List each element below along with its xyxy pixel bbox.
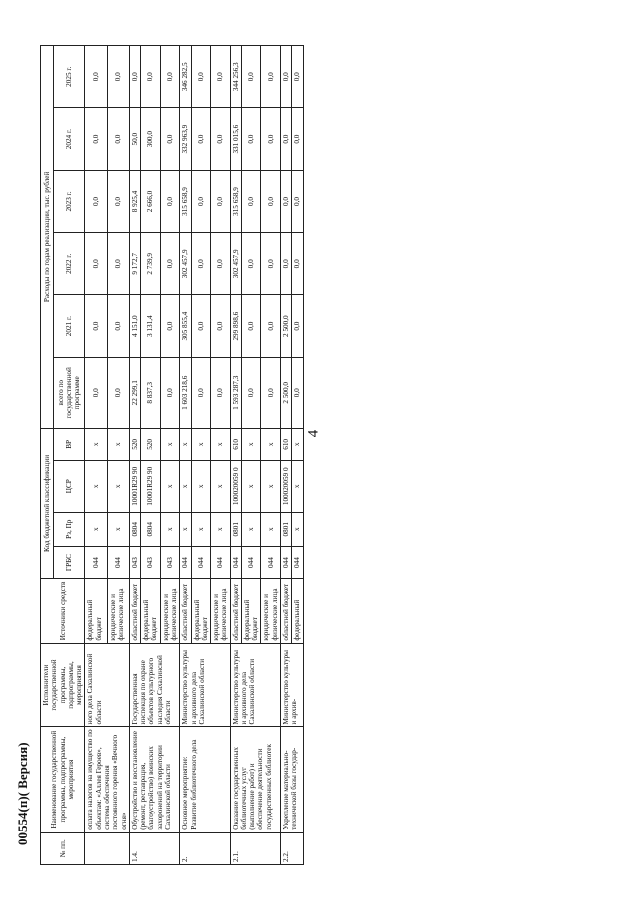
cell-2022: 0,0 — [261, 233, 281, 295]
header-year-2025: 2025 г. — [53, 46, 85, 109]
cell-2021: 0,0 — [107, 295, 129, 357]
cell-2025: 0,0 — [261, 46, 281, 109]
cell-rzpr: 0801 — [281, 512, 292, 546]
cell-2022: 302 457,9 — [180, 233, 191, 295]
cell-source: юридические и физические лица — [107, 579, 129, 643]
cell-rzpr: x — [241, 512, 261, 546]
table-row — [129, 46, 140, 865]
cell-source: областной бюджет — [129, 579, 140, 643]
cell-rzpr: x — [211, 512, 231, 546]
cell-csr: x — [107, 460, 129, 512]
cell-2021: 0,0 — [211, 295, 231, 357]
cell-grbs: 044 — [191, 546, 211, 578]
cell-vr: x — [211, 428, 231, 460]
cell-grbs: 043 — [160, 546, 180, 578]
cell-2021: 0,0 — [241, 295, 261, 357]
cell-2025: 0,0 — [281, 46, 292, 109]
header-vr: ВР — [53, 428, 85, 460]
cell-2024: 0,0 — [160, 108, 180, 170]
cell-csr: 100020059 0 — [230, 460, 241, 512]
cell-total: 1 603 218,6 — [180, 357, 191, 428]
header-num: № пп. — [41, 832, 85, 864]
cell-source: федеральный бюджет — [85, 579, 107, 643]
cell-2023: 0,0 — [211, 170, 231, 232]
cell-num: 2. — [180, 832, 230, 864]
document-version-footer: 00554(п)( Версия) — [15, 742, 30, 845]
cell-grbs: 044 — [180, 546, 191, 578]
header-year-2024: 2024 г. — [53, 108, 85, 170]
cell-grbs: 044 — [85, 546, 107, 578]
cell-rzpr: x — [180, 512, 191, 546]
cell-csr: 10001R29 90 — [141, 460, 161, 512]
cell-vr: x — [261, 428, 281, 460]
cell-csr: 100020059 0 — [281, 460, 292, 512]
header-csr: ЦСР — [53, 460, 85, 512]
cell-2022: 2 739,9 — [141, 233, 161, 295]
header-year-2021: 2021 г. — [53, 295, 85, 357]
cell-2025: 0,0 — [241, 46, 261, 109]
table-row — [85, 46, 107, 865]
cell-vr: x — [191, 428, 211, 460]
cell-rzpr: x — [85, 512, 107, 546]
cell-source: федеральный бюджет — [241, 579, 261, 643]
cell-2022: 0,0 — [85, 233, 107, 295]
cell-vr: x — [85, 428, 107, 460]
cell-2024: 0,0 — [292, 108, 303, 170]
cell-2022: 302 457,9 — [230, 233, 241, 295]
cell-2022: 0,0 — [281, 233, 292, 295]
cell-executor: Министерство культуры и архивного дела Сахалинской области — [180, 643, 230, 727]
cell-2025: 0,0 — [85, 46, 107, 109]
header-total: всего по государственной программе — [53, 357, 85, 428]
cell-rzpr: x — [107, 512, 129, 546]
cell-vr: 610 — [230, 428, 241, 460]
cell-vr: x — [292, 428, 303, 460]
cell-csr: x — [85, 460, 107, 512]
cell-2023: 315 658,9 — [230, 170, 241, 232]
cell-csr: x — [160, 460, 180, 512]
cell-source: юридические и физические лица — [160, 579, 180, 643]
cell-2022: 9 172,7 — [129, 233, 140, 295]
cell-executor: Государственная инспекция по охране объектов культурного наследия Сахалинской области — [129, 643, 179, 727]
cell-2021: 0,0 — [292, 295, 303, 357]
cell-total: 2 500,0 — [281, 357, 292, 428]
cell-2021: 0,0 — [160, 295, 180, 357]
cell-name: Основное мероприятие: Развитие библиотечного дела — [180, 727, 230, 832]
cell-vr: 520 — [141, 428, 161, 460]
cell-2021: 0,0 — [261, 295, 281, 357]
cell-total: 8 837,3 — [141, 357, 161, 428]
cell-name: Оказание государственных библиотечных услуг (выполнение работ) и обеспечение деятельности государственных библиотек — [230, 727, 280, 832]
cell-name: Обустройство и восстановление (ремонт, реставрация, благоустройство) воинских захоронений на территории Сахалинской области — [129, 727, 179, 832]
cell-2023: 0,0 — [191, 170, 211, 232]
cell-2025: 0,0 — [107, 46, 129, 109]
cell-total: 0,0 — [211, 357, 231, 428]
cell-grbs: 044 — [241, 546, 261, 578]
cell-source: юридические и физические лица — [261, 579, 281, 643]
cell-total: 1 593 287,3 — [230, 357, 241, 428]
cell-source: федеральный бюджет — [191, 579, 211, 643]
cell-grbs: 043 — [141, 546, 161, 578]
budget-table — [40, 45, 304, 865]
cell-grbs: 044 — [107, 546, 129, 578]
header-grbs: ГРБС — [53, 546, 85, 578]
cell-grbs: 044 — [292, 546, 303, 578]
header-source: Источники средств — [41, 579, 85, 643]
cell-2023: 0,0 — [261, 170, 281, 232]
cell-rzpr: 0804 — [141, 512, 161, 546]
cell-num: 1.4. — [129, 832, 179, 864]
cell-2025: 0,0 — [292, 46, 303, 109]
cell-total: 0,0 — [261, 357, 281, 428]
cell-2021: 3 131,4 — [141, 295, 161, 357]
header-executor: Исполнители государственной программы, подпрограммы, мероприятия — [41, 643, 85, 727]
cell-2022: 0,0 — [160, 233, 180, 295]
cell-2023: 0,0 — [281, 170, 292, 232]
cell-executor: Министерство культуры и архивного дела Сахалинской области — [230, 643, 280, 727]
header-name: Наименование государственной программы, подпрограммы, мероприятия — [41, 727, 85, 832]
cell-csr: x — [241, 460, 261, 512]
cell-rzpr: x — [292, 512, 303, 546]
cell-csr: x — [211, 460, 231, 512]
cell-2021: 4 151,0 — [129, 295, 140, 357]
cell-2025: 0,0 — [211, 46, 231, 109]
cell-source: федеральный — [292, 579, 303, 643]
cell-2025: 0,0 — [129, 46, 140, 109]
cell-total: 22 299,1 — [129, 357, 140, 428]
cell-source: областной бюджет — [281, 579, 292, 643]
cell-grbs: 043 — [129, 546, 140, 578]
cell-grbs: 044 — [261, 546, 281, 578]
cell-num — [85, 832, 129, 864]
cell-vr: 610 — [281, 428, 292, 460]
cell-2023: 315 658,9 — [180, 170, 191, 232]
cell-name: оплата налогов на имущество по объектам: «Аллея Героев», система обеспечения постоянного горения «Вечного огня» — [85, 727, 129, 832]
cell-2023: 8 925,4 — [129, 170, 140, 232]
cell-total: 0,0 — [191, 357, 211, 428]
cell-2024: 0,0 — [241, 108, 261, 170]
cell-2024: 331 015,6 — [230, 108, 241, 170]
cell-rzpr: x — [191, 512, 211, 546]
cell-vr: x — [107, 428, 129, 460]
cell-2024: 0,0 — [191, 108, 211, 170]
header-rzpr: Рз, Пр — [53, 512, 85, 546]
cell-2024: 0,0 — [107, 108, 129, 170]
cell-2024: 300,0 — [141, 108, 161, 170]
cell-source: областной бюджет — [180, 579, 191, 643]
cell-2023: 0,0 — [292, 170, 303, 232]
cell-rzpr: 0804 — [129, 512, 140, 546]
cell-2021: 2 500,0 — [281, 295, 292, 357]
cell-rzpr: x — [261, 512, 281, 546]
cell-source: областной бюджет — [230, 579, 241, 643]
cell-2024: 50,0 — [129, 108, 140, 170]
cell-2022: 0,0 — [292, 233, 303, 295]
cell-2023: 0,0 — [160, 170, 180, 232]
cell-total: 0,0 — [107, 357, 129, 428]
cell-2023: 2 666,0 — [141, 170, 161, 232]
cell-source: юридические и физические лица — [211, 579, 231, 643]
cell-2021: 0,0 — [191, 295, 211, 357]
cell-2023: 0,0 — [241, 170, 261, 232]
cell-2024: 0,0 — [85, 108, 107, 170]
cell-name: Укрепление материально-технической базы государ- — [281, 727, 304, 832]
cell-2022: 0,0 — [241, 233, 261, 295]
cell-2024: 0,0 — [261, 108, 281, 170]
cell-2021: 305 855,4 — [180, 295, 191, 357]
cell-total: 0,0 — [292, 357, 303, 428]
cell-2023: 0,0 — [107, 170, 129, 232]
table-row — [281, 46, 292, 865]
cell-vr: 520 — [129, 428, 140, 460]
header-budget-classification: Код бюджетной классификации — [41, 428, 54, 578]
cell-2025: 346 282,5 — [180, 46, 191, 109]
cell-total: 0,0 — [160, 357, 180, 428]
table-row — [180, 46, 191, 865]
cell-grbs: 044 — [211, 546, 231, 578]
cell-2022: 0,0 — [191, 233, 211, 295]
header-year-2023: 2023 г. — [53, 170, 85, 232]
cell-grbs: 044 — [230, 546, 241, 578]
cell-2024: 0,0 — [281, 108, 292, 170]
cell-csr: x — [180, 460, 191, 512]
cell-grbs: 044 — [281, 546, 292, 578]
header-year-2022: 2022 г. — [53, 233, 85, 295]
cell-2024: 332 963,9 — [180, 108, 191, 170]
cell-2025: 344 256,3 — [230, 46, 241, 109]
cell-2025: 0,0 — [141, 46, 161, 109]
page-number: 4 — [305, 429, 322, 438]
cell-2025: 0,0 — [160, 46, 180, 109]
cell-csr: 10001R29 90 — [129, 460, 140, 512]
cell-2022: 0,0 — [211, 233, 231, 295]
cell-csr: x — [292, 460, 303, 512]
cell-2021: 299 898,6 — [230, 295, 241, 357]
cell-num: 2.2. — [281, 832, 304, 864]
cell-executor: Министерство культуры и архив- — [281, 643, 304, 727]
cell-num: 2.1. — [230, 832, 280, 864]
cell-rzpr: 0801 — [230, 512, 241, 546]
cell-total: 0,0 — [85, 357, 107, 428]
cell-2021: 0,0 — [85, 295, 107, 357]
cell-vr: x — [241, 428, 261, 460]
cell-2022: 0,0 — [107, 233, 129, 295]
cell-csr: x — [191, 460, 211, 512]
cell-executor: ного дела Сахалинской области — [85, 643, 129, 727]
cell-source: федеральный бюджет — [141, 579, 161, 643]
header-expenses: Расходы по годам реализации, тыс. рублей — [41, 46, 54, 429]
cell-total: 0,0 — [241, 357, 261, 428]
cell-vr: x — [160, 428, 180, 460]
cell-2025: 0,0 — [191, 46, 211, 109]
cell-2024: 0,0 — [211, 108, 231, 170]
budget-table-sheet — [40, 45, 605, 865]
cell-csr: x — [261, 460, 281, 512]
table-row — [230, 46, 241, 865]
cell-vr: x — [180, 428, 191, 460]
cell-rzpr: x — [160, 512, 180, 546]
cell-2023: 0,0 — [85, 170, 107, 232]
